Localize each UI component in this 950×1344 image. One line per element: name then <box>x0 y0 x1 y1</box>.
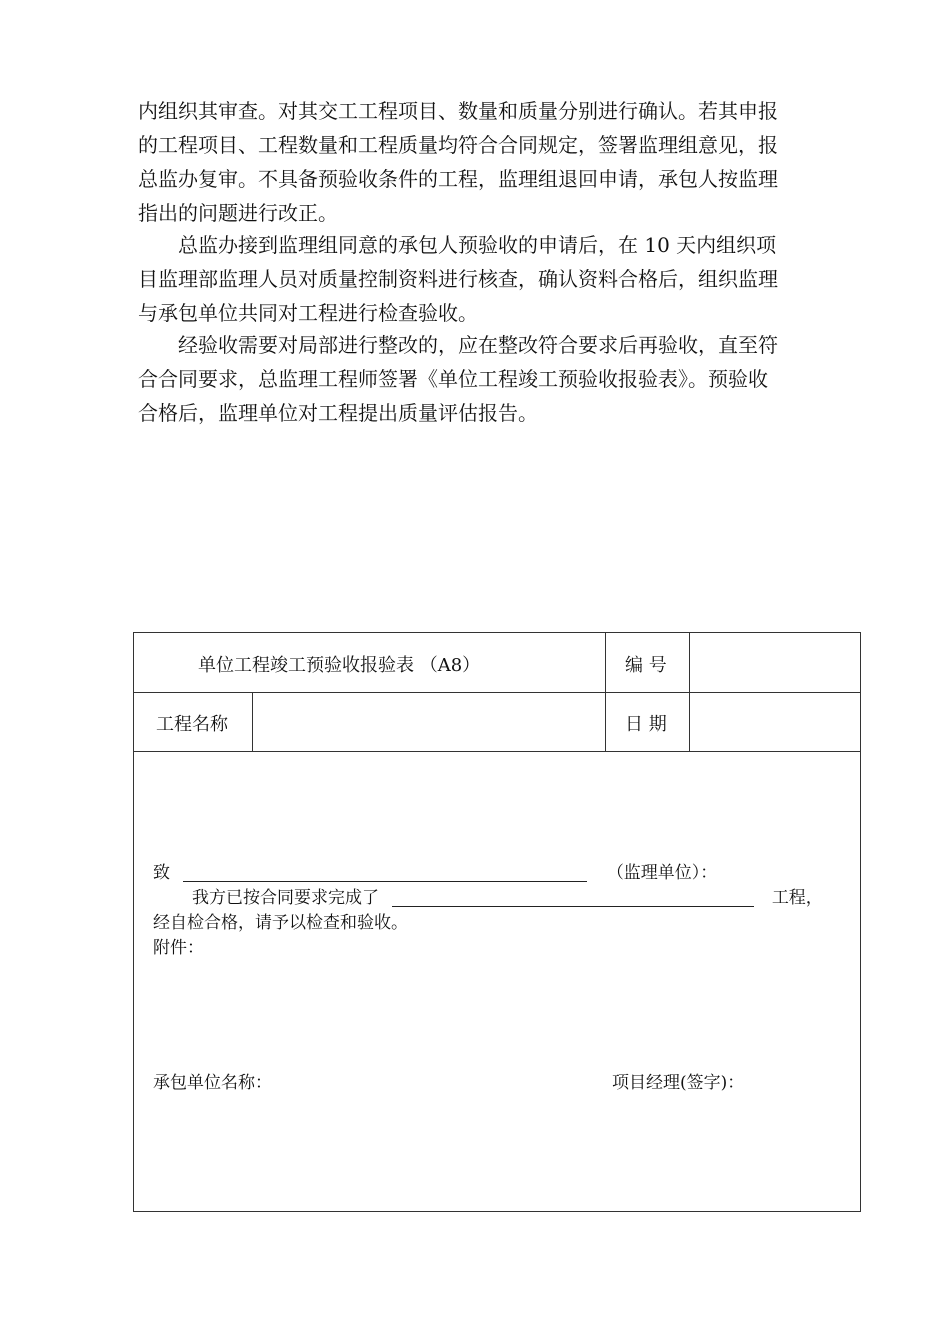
row-divider <box>134 692 860 693</box>
date-field[interactable] <box>694 705 854 739</box>
paragraph-line: 目监理部监理人员对质量控制资料进行核查，确认资料合格后，组织监理 <box>138 267 778 291</box>
paragraph-line: 合合同要求，总监理工程师签署《单位工程竣工预验收报验表》。预验收 <box>138 367 768 391</box>
paragraph-line: 指出的问题进行改正。 <box>138 201 338 225</box>
column-divider <box>252 692 253 751</box>
attachment-label: 附件： <box>153 938 204 958</box>
to-prefix: 致 <box>153 863 170 883</box>
supervisor-unit-field[interactable] <box>183 863 587 882</box>
completed-suffix: 工程， <box>771 888 823 908</box>
row-divider <box>134 751 860 752</box>
project-name-field[interactable] <box>258 705 598 739</box>
paragraph-line: 与承包单位共同对工程进行检查验收。 <box>138 301 478 325</box>
project-name-label: 工程名称 <box>156 714 228 735</box>
contractor-label: 承包单位名称： <box>153 1073 272 1093</box>
paragraph-1 <box>138 94 858 230</box>
inspect-line: 经自检合格，请予以检查和验收。 <box>153 913 408 933</box>
paragraph-line: 总监办复审。不具备预验收条件的工程，监理组退回申请，承包人按监理 <box>138 167 778 191</box>
form-title: 单位工程竣工预验收报验表 （A8） <box>198 655 481 676</box>
paragraph-line: 总监办接到监理组同意的承包人预验收的申请后，在 10 天内组织项 <box>138 233 777 257</box>
column-divider <box>689 633 690 751</box>
date-label: 日 期 <box>625 714 667 735</box>
paragraph-2 <box>138 228 858 330</box>
paragraph-3 <box>138 328 858 430</box>
paragraph-line: 内组织其审查。对其交工工程项目、数量和质量分别进行确认。若其申报 <box>138 99 778 123</box>
to-line <box>153 861 717 886</box>
paragraph-line: 合格后，监理单位对工程提出质量评估报告。 <box>138 401 538 425</box>
project-completed-field[interactable] <box>392 888 754 907</box>
inspection-form <box>133 632 861 1212</box>
completed-prefix: 我方已按合同要求完成了 <box>192 888 379 908</box>
number-label: 编 号 <box>625 655 667 676</box>
column-divider <box>605 633 606 751</box>
to-suffix: （监理单位）： <box>606 863 718 883</box>
paragraph-line: 的工程项目、工程数量和工程质量均符合合同规定，签署监理组意见，报 <box>138 133 778 157</box>
number-field[interactable] <box>694 647 854 679</box>
project-manager-label: 项目经理(签字)： <box>612 1073 745 1093</box>
paragraph-line: 经验收需要对局部进行整改的，应在整改符合要求后再验收，直至符 <box>138 333 778 357</box>
completed-line <box>192 886 823 911</box>
